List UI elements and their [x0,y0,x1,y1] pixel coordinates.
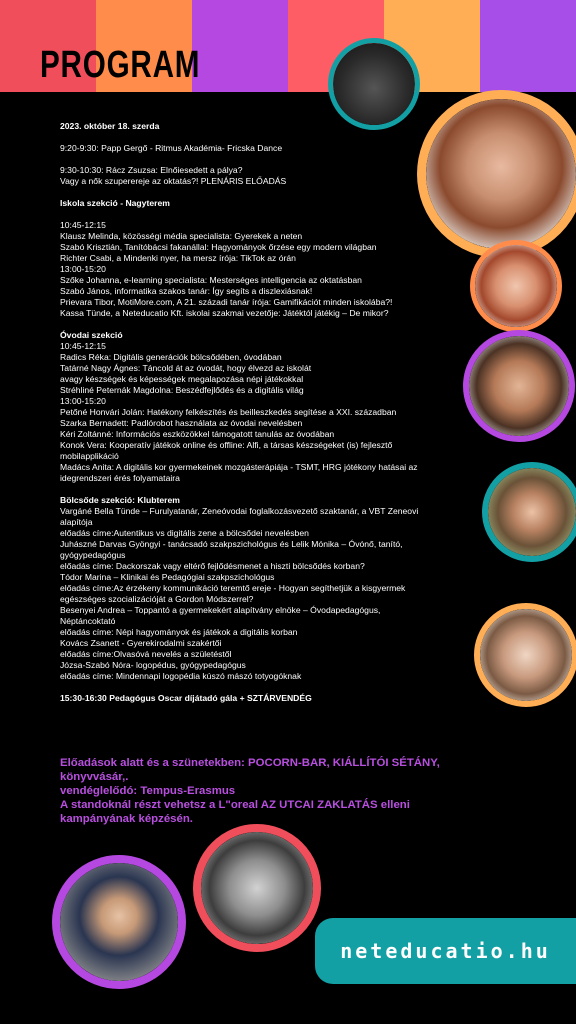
promo-line: Előadások alatt és a szünetekben: POCORN-BAR, KIÁLLÍTÓI SÉTÁNY, [60,757,440,769]
spacer [60,682,480,693]
program-heading: Óvodai szekció [60,330,123,340]
program-line: Szabó János, informatika szakos tanár: Így segíts a diszlexiásnak! [60,286,313,296]
promo-line: vendéglelődó: Tempus-Erasmus [60,785,236,797]
spacer [60,319,480,330]
spacer [60,132,480,143]
program-line: Szőke Johanna, e-learning specialista: Mesterséges intelligencia az oktatásban [60,275,362,285]
program-line: Besenyei Andrea – Toppantó a gyermekekért alapítvány elnöke – Óvodapedagógus, [60,605,381,615]
portrait-young-man [463,330,575,442]
program-line: előadás címe: Népi hagyományok és játékok a digitális korban [60,627,298,637]
program-line: előadás címe: Dackorszak vagy eltérő fejlődésmenet a hiszti bölcsődés korban? [60,561,365,571]
program-line: Szabó Krisztián, Tanítóbácsi fakanállal: Hagyományok őrzése egy modern világban [60,242,377,252]
portrait-dance-group [328,38,420,130]
program-line: 13:00-15:20 [60,396,106,406]
program-line: alapítója [60,517,93,527]
promo-text [60,756,460,826]
promo-line: könyvvásár,. [60,771,129,783]
portrait-bearded-man [193,824,321,952]
program-line: Radics Réka: Digitális generációk bölcsődében, óvodában [60,352,282,362]
program-line: Petőné Honvári Jolán: Hatékony felkészítés és beilleszkedés segítése a XXI. században [60,407,397,417]
program-line: 10:45-12:15 [60,220,106,230]
program-schedule [60,121,480,704]
program-line: 13:00-15:20 [60,264,106,274]
program-line: 9:30-10:30: Rácz Zsuzsa: Elnőiesedett a pálya? [60,165,243,175]
program-line: Kéri Zoltánné: Információs eszközökkel támogatott tanulás az óvodában [60,429,335,439]
program-line: Konok Vera: Kooperatív játékok online és offline: Alfi, a társas készségeket (is) fejlesztő [60,440,393,450]
program-heading: Bölcsőde szekció: Klubterem [60,495,180,505]
program-line: Vagy a nők szuperereje az oktatás?! PLENÁRIS ELŐADÁS [60,176,287,186]
program-line: előadás címe:Az érzékeny kommunikáció teremtő ereje - Hogyan segíthetjük a kisgyermek [60,583,406,593]
stripe [192,0,288,92]
program-line: Stréhliné Peternák Magdolna: Beszédfejlődés és a digitális világ [60,385,304,395]
brand-banner[interactable] [315,918,576,984]
spacer [60,187,480,198]
spacer [60,209,480,220]
program-line: Szarka Bernadett: Padlórobot használata az óvodai nevelésben [60,418,303,428]
program-line: egészséges szocializációját a Gordon Módszerrel? [60,594,254,604]
program-line: Prievara Tibor, MotiMore.com, A 21. századi tanár írója: Gamifikációt minden iskolába?! [60,297,393,307]
promo-line: A standoknál részt vehetsz a L"oreal AZ UTCAI ZAKLATÁS elleni [60,799,410,811]
program-line: Juhászné Darvas Gyöngyi - tanácsadó szakpszichológus és Lelik Mónika – Óvónő, tanító, [60,539,403,549]
program-line: 10:45-12:15 [60,341,106,351]
page-title: PROGRAM [40,44,201,86]
program-heading: 15:30-16:30 Pedagógus Oscar díjátadó gála + SZTÁRVENDÉG [60,693,312,703]
promo-line: kampányának képzésén. [60,813,193,825]
program-line: Néptáncoktató [60,616,116,626]
program-line: Tatárné Nagy Ágnes: Táncold át az óvodát, hogy élvezd az iskolát [60,363,312,373]
program-heading: Iskola szekció - Nagyterem [60,198,170,208]
program-line: mobilapplikáció [60,451,119,461]
program-line: avagy készségek és képességek megalapozása népi játékokkal [60,374,304,384]
program-line: gyógypedagógus [60,550,126,560]
program-line: Kassa Tünde, a Neteducatio Kft. iskolai szakmai vezetője: Játéktól játékig – De mikor? [60,308,389,318]
program-line: Józsa-Szabó Nóra- logopédus, gyógypedagógus [60,660,246,670]
program-line: Madács Anita: A digitális kor gyermekeinek mozgásterápiája - TSMT, HRG jótékony hatásai az [60,462,418,472]
program-line: Vargáné Bella Tünde – Furulyatanár, Zeneóvodai foglalkozásvezető szaktanár, a VBT Zeneovi [60,506,419,516]
portrait-man-signing [52,855,186,989]
program-line: előadás címe:Olvasóvá nevelés a születéstől [60,649,232,659]
portrait-woman-outdoor [482,462,576,562]
stripe [480,0,576,92]
program-line: Richter Csabi, a Mindenki nyer, ha mersz írója: TikTok az órán [60,253,296,263]
program-line: 9:20-9:30: Papp Gergő - Ritmus Akadémia- Fricska Dance [60,143,283,153]
program-line: Klausz Melinda, közösségi média specialista: Gyerekek a neten [60,231,303,241]
program-line: Tódor Marina – Klinikai és Pedagógiai szakpszichológus [60,572,275,582]
program-line: Kovács Zsanett - Gyerekirodalmi szakértői [60,638,222,648]
program-line: előadás címe:Autentikus vs digitális zene a bölcsődei nevelésben [60,528,309,538]
program-heading: 2023. október 18. szerda [60,121,160,131]
portrait-woman-plenary [417,90,576,258]
portrait-woman-glasses [470,240,562,332]
brand-text: neteducatio.hu [340,939,551,963]
program-line: előadás címe: Mindennapi logopédia kúszó mászó totyogóknak [60,671,302,681]
portrait-family [474,603,576,707]
spacer [60,484,480,495]
program-line: idegrendszeri érés folyamataira [60,473,180,483]
